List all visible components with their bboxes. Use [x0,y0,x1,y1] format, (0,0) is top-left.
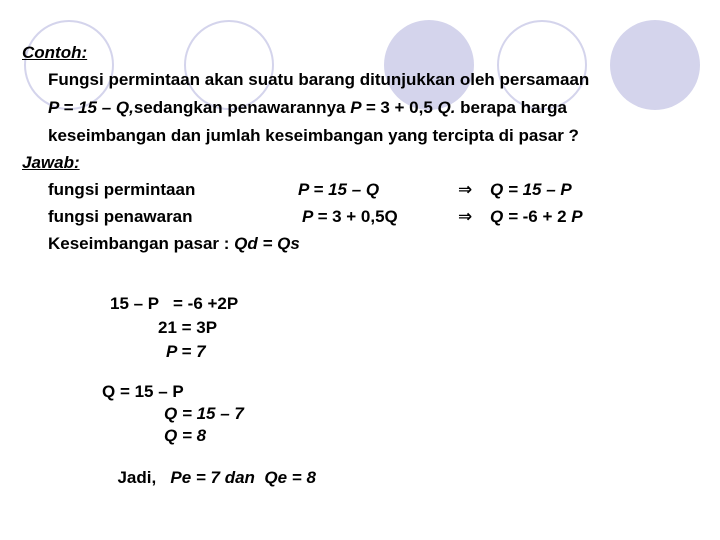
solve-q-line-3: Q = 8 [164,426,207,445]
implies-arrow-icon: ⇒ [458,207,473,226]
solve-p-line-2: 21 = 3P [158,318,218,337]
decor-circle-5 [610,20,700,110]
answer-heading: Jawab: [22,153,80,172]
supply-expr-inline: 3 + 0,5 [380,98,438,117]
conclusion-label: Jadi, [117,468,171,487]
demand-equation-inline: P = 15 – Q, [48,98,134,117]
demand-result: Q = 15 – P [490,180,572,199]
equilibrium-label: Keseimbangan pasar : [48,234,235,253]
decor-circle-3 [384,20,474,110]
problem-line-2 [48,98,567,118]
supply-result-q: Q = [490,207,523,226]
conclusion-result: Pe = 7 dan Qe = 8 [170,468,316,487]
supply-label: fungsi penawaran [48,207,193,226]
supply-p-inline: P = [350,98,381,117]
problem-line-1: Fungsi permintaan akan suatu barang ditunjukkan oleh persamaan [48,70,590,89]
problem-line-3: keseimbangan dan jumlah keseimbangan yang tercipta di pasar ? [48,126,579,145]
solve-q-line-1: Q = 15 – P [102,382,184,401]
supply-q-inline: Q. [437,98,456,117]
solve-q-line-2: Q = 15 – 7 [164,404,244,423]
supply-equation-p: P = [302,207,333,226]
equilibrium-equation: Qd = Qs [234,234,300,253]
demand-label: fungsi permintaan [48,180,196,199]
supply-equation [302,207,398,227]
example-heading: Contoh: [22,43,88,62]
problem-text: sedangkan penawarannya [133,98,351,117]
equilibrium-line [48,234,300,254]
supply-result-expr: -6 + 2 [522,207,572,226]
decor-circle-2 [184,20,274,110]
decor-circle-1 [24,20,114,110]
implies-arrow-icon: ⇒ [458,180,473,199]
solve-p-line-3: P = 7 [166,342,206,361]
solve-p-line-1: 15 – P = -6 +2P [110,294,239,313]
supply-result [490,207,583,227]
conclusion-line [108,448,316,488]
supply-equation-expr: 3 + 0,5Q [332,207,398,226]
demand-equation: P = 15 – Q [298,180,380,199]
decor-circle-4 [497,20,587,110]
problem-text-end: berapa harga [455,98,567,117]
supply-result-p: P [571,207,583,226]
